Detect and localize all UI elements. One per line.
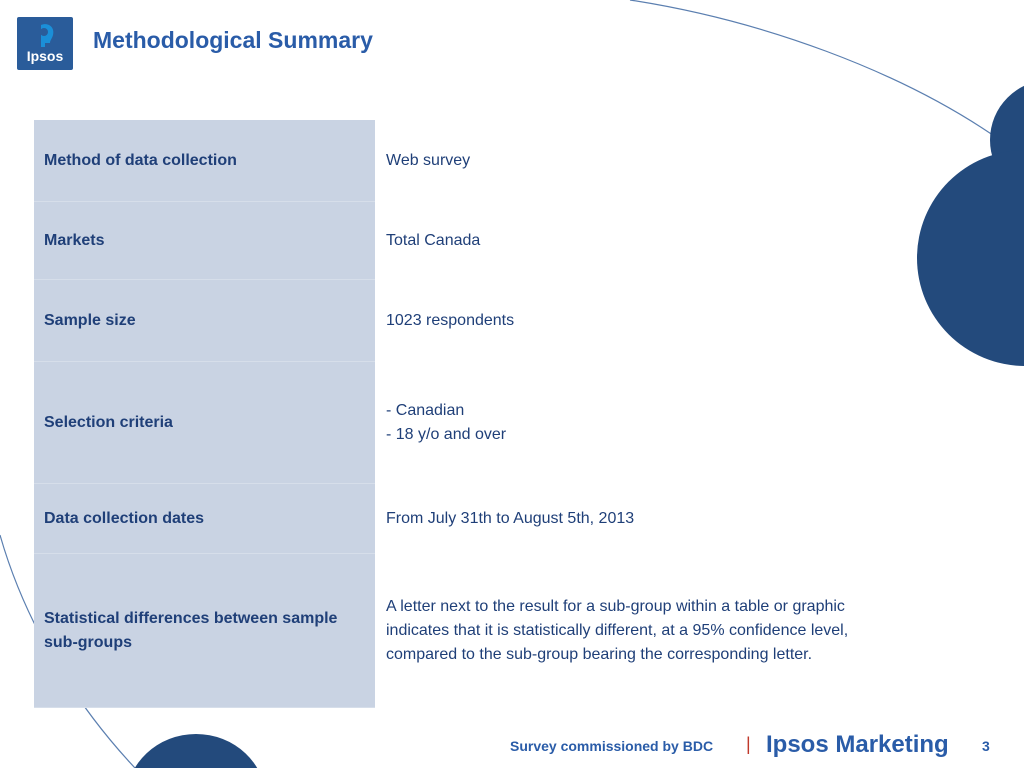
row-value	[375, 554, 894, 708]
row-value	[375, 484, 894, 554]
decorative-circle-large	[917, 150, 1024, 366]
row-value-line: A letter next to the result for a sub-group within a table or graphic	[386, 598, 845, 615]
table-row	[34, 280, 894, 362]
row-value-line: Web survey	[386, 152, 471, 169]
footer-brand-logo: Ipsos Marketing	[766, 731, 949, 758]
footer-separator: |	[746, 734, 751, 754]
row-value-line: indicates that it is statistically different, at a 95% confidence level,	[386, 622, 849, 639]
table-row	[34, 554, 894, 708]
table-row	[34, 202, 894, 280]
decorative-curve-top	[630, 0, 1000, 140]
table-row	[34, 362, 894, 484]
row-label: Markets	[34, 202, 375, 280]
row-value-line: Total Canada	[386, 232, 481, 249]
row-value-line: - Canadian	[386, 402, 465, 419]
row-label: Data collection dates	[34, 484, 375, 554]
ipsos-logo	[17, 17, 73, 70]
table-row	[34, 120, 894, 202]
row-value-line: 1023 respondents	[386, 312, 515, 329]
row-value	[375, 202, 894, 280]
page-number: 3	[982, 738, 990, 754]
row-value	[375, 280, 894, 362]
row-value	[375, 362, 894, 484]
row-label: Method of data collection	[34, 120, 375, 202]
page-title: Methodological Summary	[93, 27, 373, 53]
methodology-table	[34, 120, 894, 708]
row-label: Selection criteria	[34, 362, 375, 484]
row-label: Sample size	[34, 280, 375, 362]
row-value	[375, 120, 894, 202]
table-row	[34, 484, 894, 554]
logo-text: Ipsos	[26, 48, 64, 64]
row-label: Statistical differences between sample sub-groups	[34, 554, 375, 708]
decorative-circle-bottom	[126, 734, 266, 768]
row-value-line: - 18 y/o and over	[386, 426, 507, 443]
row-value-line: compared to the sub-group bearing the corresponding letter.	[386, 646, 813, 663]
row-value-line: From July 31th to August 5th, 2013	[386, 510, 635, 527]
footer-commissioned-text: Survey commissioned by BDC	[510, 738, 714, 754]
